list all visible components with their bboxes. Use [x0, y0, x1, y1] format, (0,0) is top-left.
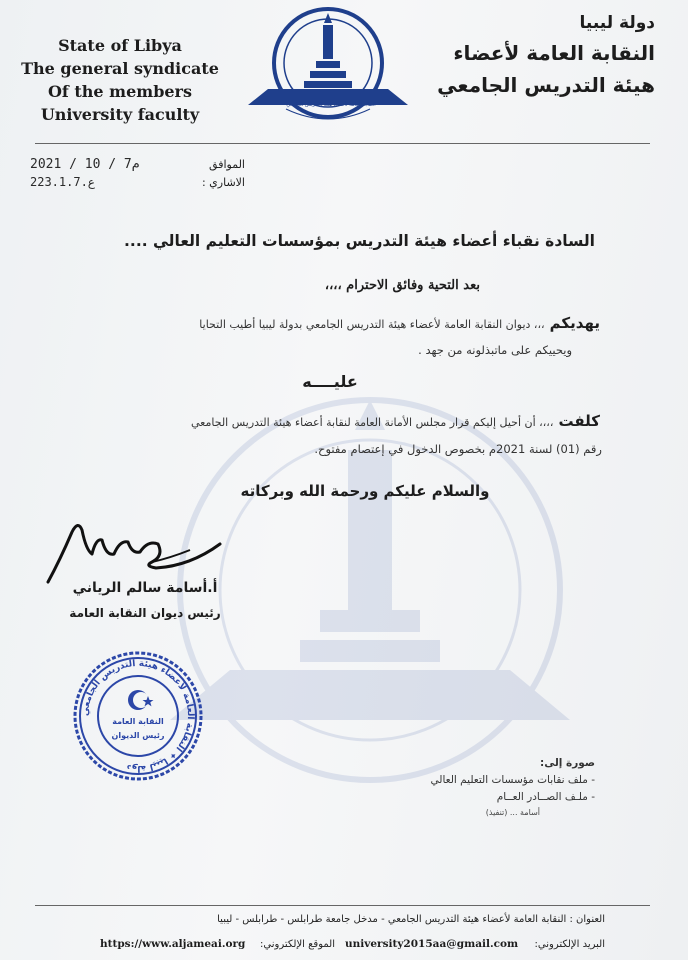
greeting: بعد التحية وفائق الاحترام ،،،،: [324, 278, 480, 293]
english-header-line: University faculty: [40, 105, 200, 124]
reference-label: الاشاري :: [201, 176, 245, 189]
header-divider: [35, 143, 650, 144]
arabic-header: [430, 10, 655, 101]
footer-divider: [35, 905, 650, 906]
date-block: [30, 157, 245, 189]
paragraph-1: [90, 313, 600, 332]
logo-ring-text: النقابة العامة لأعضاء هيئة التدريس الجامعي: [286, 102, 376, 108]
footer-address: العنوان : النقابة العامة لأعضاء هيئة التدريس الجامعي - مدخل جامعة طرابلس - طرابلس - ليبيا: [217, 914, 605, 925]
footer-website[interactable]: https://www.aljameai.org: [100, 938, 246, 950]
paragraph-2: [70, 411, 600, 430]
copies-item: - ملف نقابات مؤسسات التعليم العالي: [430, 774, 595, 786]
paragraph-1-lead: يهديكم: [549, 314, 600, 332]
paragraph-2-lead: كلفت: [558, 412, 600, 430]
stamp-center-text: رئيس الديوان: [111, 731, 165, 740]
typist-note: أسامة ... (تنفيذ): [485, 808, 540, 817]
handwritten-signature: [40, 510, 240, 590]
closing-salutation: والسلام عليكم ورحمة الله وبركاته: [240, 482, 490, 500]
arabic-header-line: هيئة التدريس الجامعي: [437, 73, 655, 97]
english-header-line: Of the members: [47, 82, 192, 101]
footer-website-row: [100, 938, 335, 950]
paragraph-1-text: ،،، ديوان النقابة العامة لأعضاء هيئة التدريس الجامعي بدولة ليبيا أطيب التحايا: [199, 318, 545, 331]
stamp-inner-text: النقابة العامة: [112, 717, 164, 726]
date-label: الموافق: [209, 158, 245, 171]
english-header: [20, 34, 220, 126]
stamp-ring-text: دولة ليبيا ✦ النقابة العامة لأعضاء هيئة التدريس الجامعي: [80, 658, 196, 774]
date-value: 2021 / 10 / 7م: [30, 157, 140, 172]
copies-item: - ملـف الصــادر العــام: [496, 791, 595, 803]
alayh-heading: عليــــه: [302, 372, 358, 391]
addressee: السادة نقباء أعضاء هيئة التدريس بمؤسسات التعليم العالي ....: [124, 232, 595, 250]
footer-email[interactable]: university2015aa@gmail.com: [345, 938, 519, 950]
paragraph-2-continued: رقم (01) لسنة 2021م بخصوص الدخول في إعتصام مفتوح.: [314, 442, 602, 456]
arabic-header-line: النقابة العامة لأعضاء: [453, 41, 655, 65]
arabic-header-line: دولة ليبيا: [579, 13, 655, 33]
reference-value: 223.1.7.ع: [30, 175, 96, 189]
signatory-title: رئيس ديوان النقابة العامة: [69, 606, 221, 620]
paragraph-1-continued: ويحييكم على ماتبذلونه من جهد .: [418, 343, 572, 357]
english-header-line: State of Libya: [58, 36, 182, 55]
footer-email-row: [345, 938, 605, 950]
footer-email-label: البريد الإلكتروني:: [534, 939, 605, 950]
official-stamp: [72, 650, 204, 782]
paragraph-2-text: ،،،، أن أحيل إليكم قرار مجلس الأمانة العامة لنقابة أعضاء هيئة التدريس الجامعي: [191, 416, 554, 429]
signatory-name: أ.أسامة سالم الرياني: [72, 580, 218, 596]
copies-heading: صورة إلى:: [540, 757, 595, 769]
english-header-line: The general syndicate: [21, 59, 219, 78]
footer-website-label: الموقع الإلكتروني:: [260, 939, 335, 950]
copies-block: [380, 755, 595, 806]
